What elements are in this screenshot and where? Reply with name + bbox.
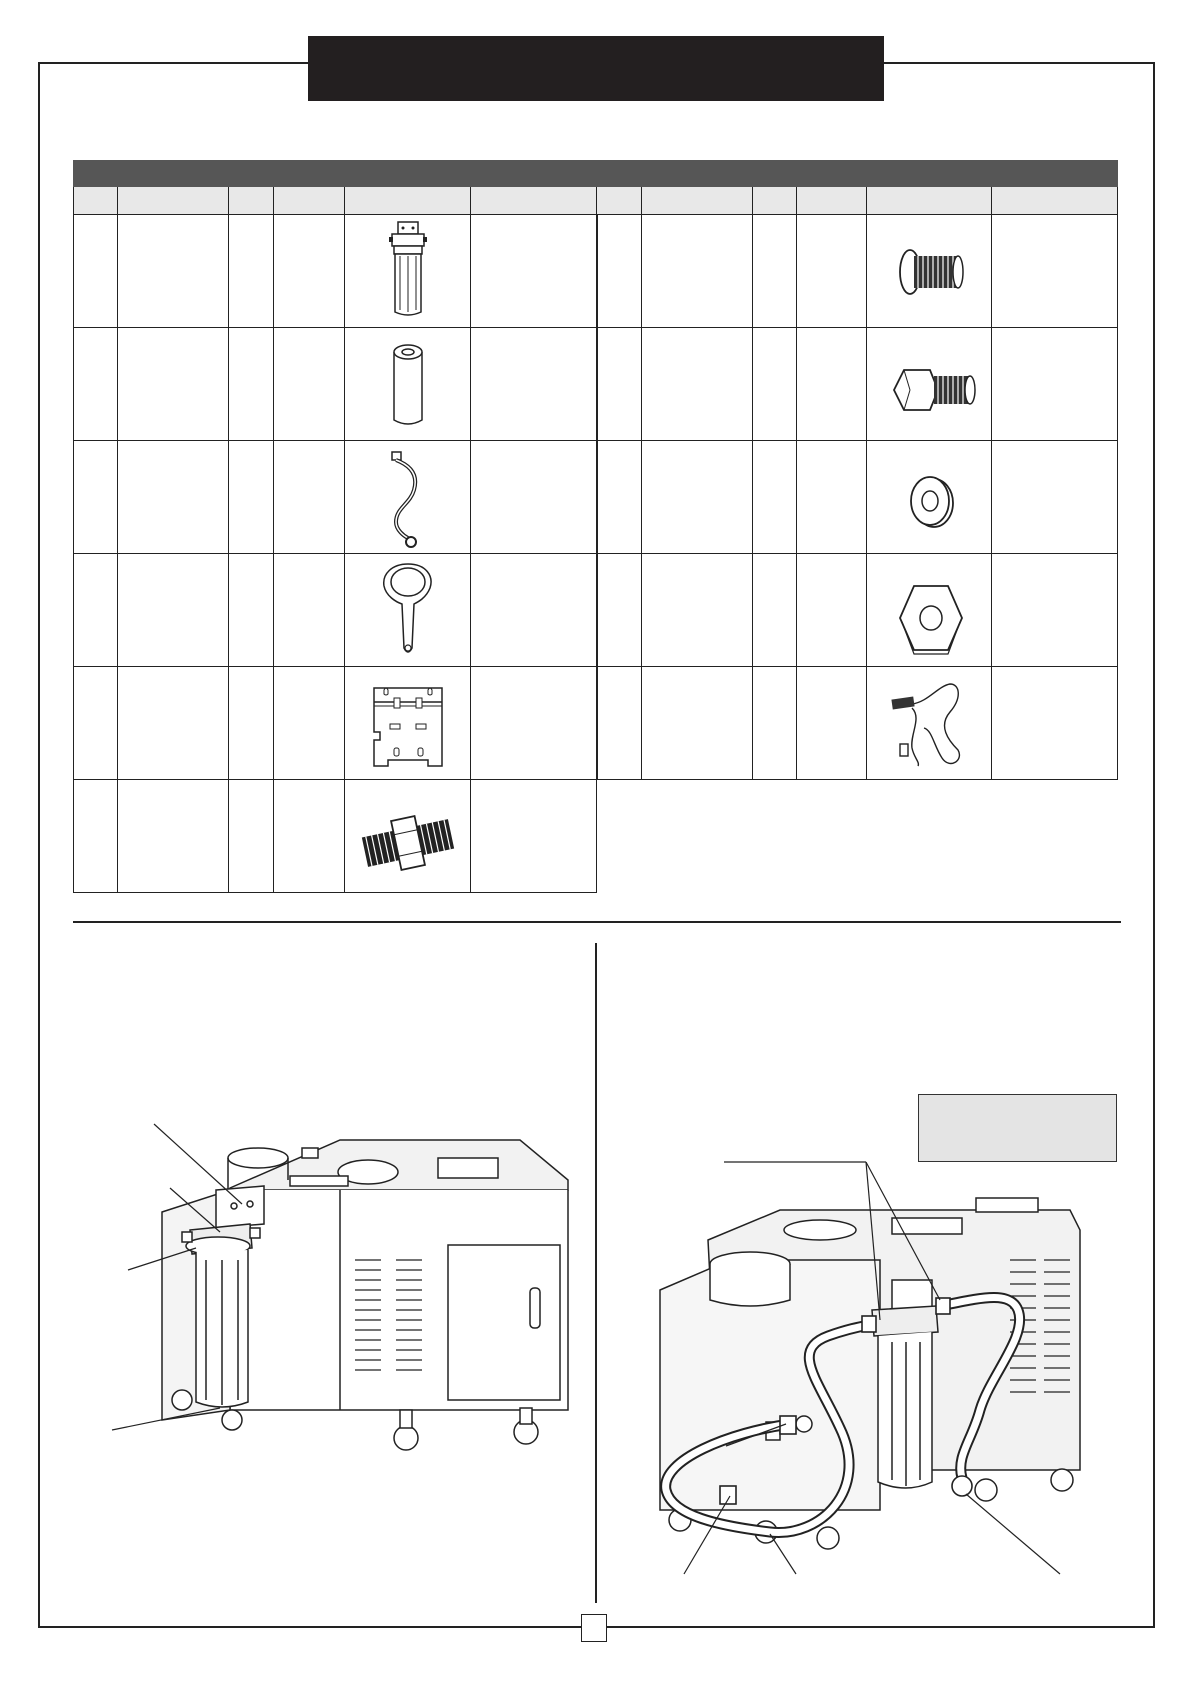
left-row-5-cell-6	[471, 667, 597, 780]
right-row-1-cell-3	[753, 215, 797, 328]
step-text-right	[612, 948, 1112, 1088]
col-header-no-right	[597, 187, 642, 215]
right-row-5-cell-1	[597, 667, 642, 780]
left-row-2-cell-4	[274, 328, 345, 441]
col-header-no-left	[73, 187, 118, 215]
left-row-5-cell-2	[118, 667, 229, 780]
right-row-3-cell-3	[753, 441, 797, 554]
col-header-image-left	[345, 187, 471, 215]
filter-housing-icon	[388, 220, 428, 320]
left-row-4-cell-1	[73, 554, 118, 667]
right-row-1-cell-4	[797, 215, 867, 328]
right-row-5-cell-3	[753, 667, 797, 780]
col-header-spec-right	[797, 187, 867, 215]
page-title	[308, 36, 884, 101]
filter-mounting-illustration	[100, 1120, 580, 1480]
braided-hose-icon	[384, 450, 434, 550]
left-row-1-cell-1	[73, 215, 118, 328]
left-row-4-cell-2	[118, 554, 229, 667]
left-row-3-cell-4	[274, 441, 345, 554]
right-row-5-cell-6	[992, 667, 1118, 780]
left-row-2-cell-2	[118, 328, 229, 441]
cable-plug-icon	[888, 678, 968, 772]
right-row-3-cell-4	[797, 441, 867, 554]
left-row-6-cell-4	[274, 780, 345, 893]
left-row-1-cell-4	[274, 215, 345, 328]
left-row-3-cell-2	[118, 441, 229, 554]
right-row-4-cell-2	[642, 554, 753, 667]
left-row-6-cell-2	[118, 780, 229, 893]
flanged-fitting-icon	[896, 244, 966, 300]
left-row-1-cell-2	[118, 215, 229, 328]
left-row-5-cell-1	[73, 667, 118, 780]
filter-cartridge-icon	[390, 342, 426, 428]
left-row-5-cell-4	[274, 667, 345, 780]
left-row-6-cell-6	[471, 780, 597, 893]
right-row-5-cell-4	[797, 667, 867, 780]
page-number	[581, 1614, 607, 1642]
col-header-image-right	[867, 187, 992, 215]
left-row-6-cell-3	[229, 780, 274, 893]
right-row-3-cell-2	[642, 441, 753, 554]
right-row-5-cell-2	[642, 667, 753, 780]
note-box	[918, 1094, 1117, 1162]
left-row-1-cell-3	[229, 215, 274, 328]
section-divider	[73, 921, 1121, 923]
hex-bolt-fitting-icon	[890, 360, 980, 420]
col-header-qty-left	[229, 187, 274, 215]
hose-connection-illustration	[640, 1160, 1100, 1580]
hex-nipple-icon	[360, 812, 456, 874]
right-row-2-cell-6	[992, 328, 1118, 441]
left-row-3-cell-3	[229, 441, 274, 554]
column-divider	[595, 943, 597, 1603]
right-row-3-cell-6	[992, 441, 1118, 554]
right-row-4-cell-6	[992, 554, 1118, 667]
housing-wrench-icon	[378, 560, 438, 660]
right-row-2-cell-4	[797, 328, 867, 441]
left-row-2-cell-6	[471, 328, 597, 441]
col-header-remark-right	[992, 187, 1118, 215]
left-row-3-cell-6	[471, 441, 597, 554]
left-row-4-cell-6	[471, 554, 597, 667]
right-row-1-cell-2	[642, 215, 753, 328]
left-row-4-cell-4	[274, 554, 345, 667]
right-row-1-cell-6	[992, 215, 1118, 328]
right-row-4-cell-4	[797, 554, 867, 667]
right-row-2-cell-1	[597, 328, 642, 441]
left-row-4-cell-3	[229, 554, 274, 667]
right-row-3-cell-1	[597, 441, 642, 554]
right-row-2-cell-2	[642, 328, 753, 441]
step-text-left	[80, 948, 580, 1088]
flat-washer-icon	[907, 472, 957, 532]
left-row-6-cell-1	[73, 780, 118, 893]
parts-table-header	[73, 160, 1118, 187]
left-row-2-cell-1	[73, 328, 118, 441]
left-row-2-cell-3	[229, 328, 274, 441]
hex-nut-icon	[896, 580, 966, 656]
col-header-qty-right	[753, 187, 797, 215]
col-header-name-right	[642, 187, 753, 215]
left-row-5-cell-3	[229, 667, 274, 780]
col-header-spec-left	[274, 187, 345, 215]
left-row-3-cell-1	[73, 441, 118, 554]
col-header-name-left	[118, 187, 229, 215]
right-row-1-cell-1	[597, 215, 642, 328]
right-row-4-cell-3	[753, 554, 797, 667]
right-row-2-cell-3	[753, 328, 797, 441]
mounting-bracket-icon	[370, 682, 446, 772]
right-row-4-cell-1	[597, 554, 642, 667]
col-header-remark-left	[471, 187, 597, 215]
left-row-1-cell-6	[471, 215, 597, 328]
